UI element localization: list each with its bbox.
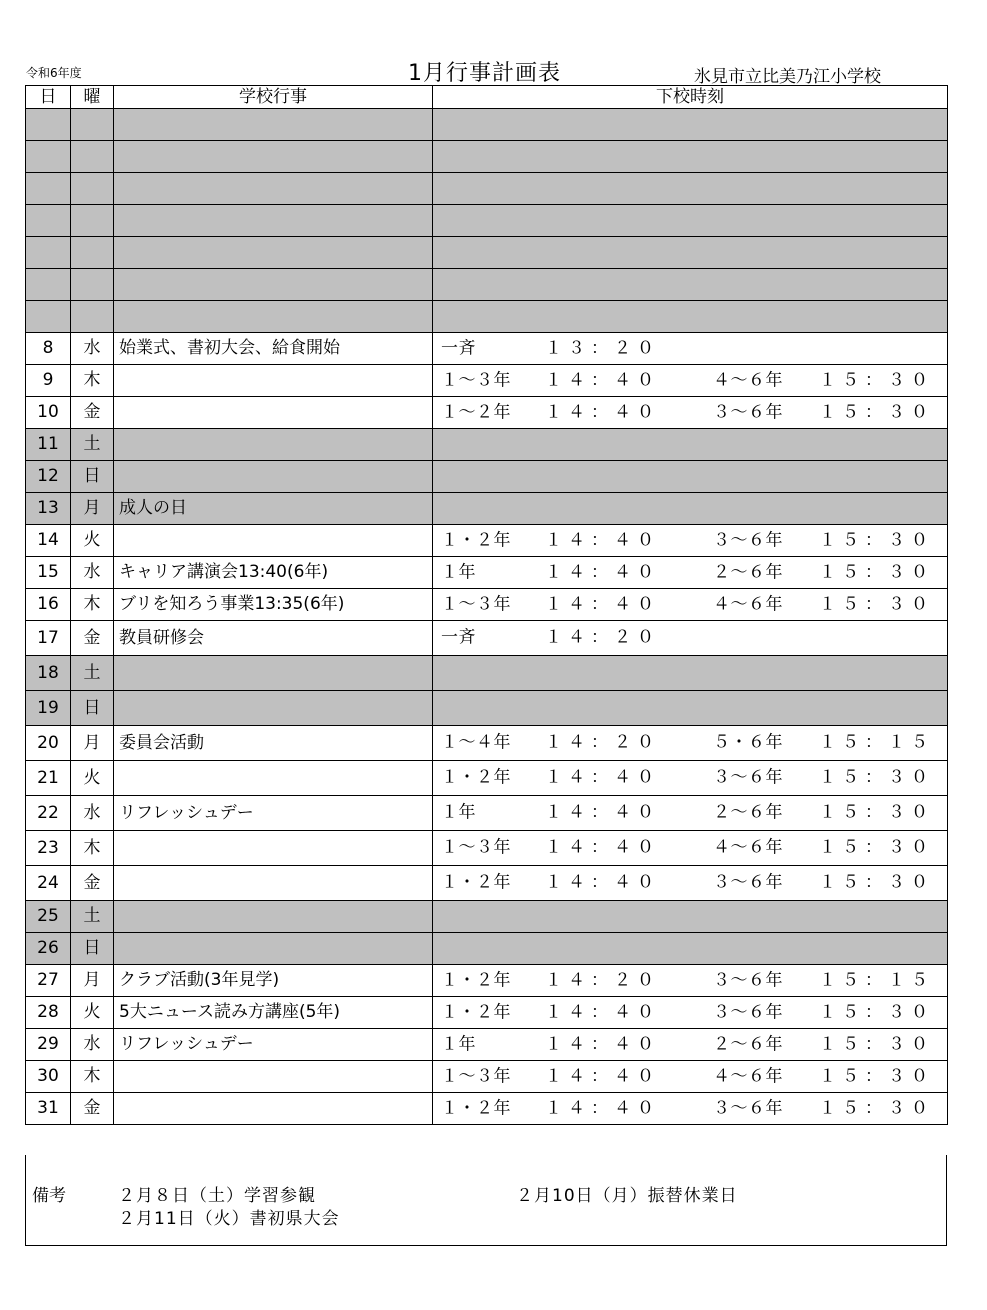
dismissal-group-1: １・２年 — [441, 970, 511, 990]
dismissal-time-1: １４：２０ — [545, 732, 660, 753]
weekday-cell: 月 — [71, 726, 114, 761]
event-cell: 教員研修会 — [114, 621, 433, 656]
notes-section — [25, 1155, 947, 1246]
dismissal-group-1: １～３年 — [441, 837, 511, 858]
weekday-cell: 木 — [71, 831, 114, 866]
table-row — [26, 965, 948, 997]
event-cell — [114, 301, 433, 333]
weekday-cell — [71, 173, 114, 205]
table-row — [26, 461, 948, 493]
day-cell: 15 — [26, 557, 71, 589]
dismissal-time-1: １４：４０ — [545, 1098, 660, 1118]
table-row — [26, 397, 948, 429]
event-cell: ブリを知ろう事業13:35(6年) — [114, 589, 433, 621]
dismissal-time-1: １４：４０ — [545, 802, 660, 823]
dismissal-cell — [433, 589, 948, 621]
dismissal-cell — [433, 173, 948, 205]
day-cell: 23 — [26, 831, 71, 866]
dismissal-cell — [433, 901, 948, 933]
dismissal-time-1: １４：４０ — [545, 1034, 660, 1054]
dismissal-group-1: １・２年 — [441, 1002, 511, 1022]
col-header-events: 学校行事 — [114, 86, 433, 109]
day-cell: 13 — [26, 493, 71, 525]
dismissal-time-2: １５：３０ — [819, 1002, 934, 1022]
dismissal-cell — [433, 1093, 948, 1125]
table-row — [26, 301, 948, 333]
dismissal-time-1: １４：４０ — [545, 767, 660, 788]
event-cell: 委員会活動 — [114, 726, 433, 761]
table-row — [26, 1093, 948, 1125]
table-row — [26, 933, 948, 965]
dismissal-cell — [433, 333, 948, 365]
event-cell: 成人の日 — [114, 493, 433, 525]
event-cell — [114, 429, 433, 461]
dismissal-time-1: １３：２０ — [545, 338, 660, 358]
dismissal-cell — [433, 429, 948, 461]
table-row — [26, 173, 948, 205]
weekday-cell: 金 — [71, 621, 114, 656]
dismissal-time-2: １５：１５ — [819, 970, 934, 990]
note-item: ２月８日（土）学習参観 — [118, 1186, 316, 1206]
dismissal-time-2: １５：３０ — [819, 837, 934, 858]
table-row — [26, 493, 948, 525]
weekday-cell: 水 — [71, 557, 114, 589]
day-cell: 19 — [26, 691, 71, 726]
dismissal-time-1: １４：４０ — [545, 594, 660, 614]
table-row — [26, 237, 948, 269]
school-name: 氷見市立比美乃江小学校 — [694, 67, 881, 87]
dismissal-group-2: ５・６年 — [713, 732, 783, 753]
event-cell — [114, 525, 433, 557]
dismissal-time-2: １５：３０ — [819, 1066, 934, 1086]
dismissal-group-1: １～３年 — [441, 1066, 511, 1086]
weekday-cell: 日 — [71, 933, 114, 965]
dismissal-group-2: ３～６年 — [713, 530, 783, 550]
weekday-cell: 日 — [71, 461, 114, 493]
day-cell — [26, 269, 71, 301]
dismissal-time-2: １５：３０ — [819, 1098, 934, 1118]
day-cell: 21 — [26, 761, 71, 796]
table-row — [26, 1061, 948, 1093]
day-cell: 10 — [26, 397, 71, 429]
dismissal-group-2: ３～６年 — [713, 872, 783, 893]
day-cell: 14 — [26, 525, 71, 557]
weekday-cell: 月 — [71, 493, 114, 525]
col-header-weekday: 曜 — [71, 86, 114, 109]
dismissal-cell — [433, 493, 948, 525]
event-cell — [114, 1061, 433, 1093]
dismissal-time-2: １５：３０ — [819, 767, 934, 788]
dismissal-cell — [433, 525, 948, 557]
dismissal-group-1: １年 — [441, 1034, 476, 1054]
dismissal-time-2: １５：３０ — [819, 1034, 934, 1054]
day-cell: 8 — [26, 333, 71, 365]
weekday-cell: 水 — [71, 333, 114, 365]
day-cell — [26, 205, 71, 237]
day-cell: 17 — [26, 621, 71, 656]
event-cell: 5大ニュース読み方講座(5年) — [114, 997, 433, 1029]
table-row — [26, 429, 948, 461]
dismissal-time-1: １４：４０ — [545, 1066, 660, 1086]
table-row — [26, 621, 948, 656]
dismissal-cell — [433, 1029, 948, 1061]
dismissal-time-1: １４：４０ — [545, 1002, 660, 1022]
day-cell — [26, 301, 71, 333]
weekday-cell: 日 — [71, 691, 114, 726]
dismissal-cell — [433, 726, 948, 761]
dismissal-group-1: １～２年 — [441, 402, 511, 422]
dismissal-cell — [433, 965, 948, 997]
day-cell: 24 — [26, 866, 71, 901]
notes-label: 備考 — [32, 1186, 66, 1206]
day-cell: 11 — [26, 429, 71, 461]
event-cell — [114, 365, 433, 397]
schedule-table — [25, 85, 948, 1125]
dismissal-time-2: １５：３０ — [819, 370, 934, 390]
day-cell: 18 — [26, 656, 71, 691]
event-cell — [114, 397, 433, 429]
dismissal-cell — [433, 397, 948, 429]
dismissal-time-1: １４：４０ — [545, 530, 660, 550]
table-row — [26, 365, 948, 397]
page-title: 1月行事計画表 — [408, 61, 561, 86]
weekday-cell: 火 — [71, 997, 114, 1029]
dismissal-group-2: ２～６年 — [713, 562, 783, 582]
weekday-cell: 金 — [71, 397, 114, 429]
col-header-dismissal: 下校時刻 — [433, 86, 948, 109]
dismissal-cell — [433, 557, 948, 589]
dismissal-group-1: １年 — [441, 562, 476, 582]
dismissal-time-1: １４：４０ — [545, 837, 660, 858]
event-cell: キャリア講演会13:40(6年) — [114, 557, 433, 589]
event-cell: リフレッシュデー — [114, 1029, 433, 1061]
table-row — [26, 997, 948, 1029]
dismissal-group-2: ４～６年 — [713, 594, 783, 614]
day-cell: 22 — [26, 796, 71, 831]
event-cell — [114, 691, 433, 726]
weekday-cell — [71, 237, 114, 269]
dismissal-group-2: ３～６年 — [713, 1002, 783, 1022]
table-row — [26, 557, 948, 589]
weekday-cell: 水 — [71, 796, 114, 831]
day-cell: 28 — [26, 997, 71, 1029]
dismissal-time-1: １４：４０ — [545, 872, 660, 893]
col-header-day: 日 — [26, 86, 71, 109]
table-row — [26, 205, 948, 237]
dismissal-cell — [433, 237, 948, 269]
note-item: ２月11日（火）書初県大会 — [118, 1209, 340, 1229]
dismissal-cell — [433, 656, 948, 691]
day-cell — [26, 173, 71, 205]
table-row — [26, 691, 948, 726]
weekday-cell: 木 — [71, 365, 114, 397]
dismissal-time-1: １４：２０ — [545, 627, 660, 648]
event-cell — [114, 109, 433, 141]
event-cell — [114, 141, 433, 173]
dismissal-time-2: １５：３０ — [819, 594, 934, 614]
dismissal-time-2: １５：３０ — [819, 402, 934, 422]
weekday-cell — [71, 205, 114, 237]
dismissal-cell — [433, 301, 948, 333]
event-cell: 始業式、書初大会、給食開始 — [114, 333, 433, 365]
day-cell: 16 — [26, 589, 71, 621]
dismissal-group-1: 一斉 — [441, 338, 476, 358]
table-row — [26, 333, 948, 365]
weekday-cell: 火 — [71, 525, 114, 557]
table-row — [26, 109, 948, 141]
dismissal-group-1: １・２年 — [441, 767, 511, 788]
table-row — [26, 141, 948, 173]
dismissal-cell — [433, 141, 948, 173]
day-cell: 20 — [26, 726, 71, 761]
weekday-cell: 火 — [71, 761, 114, 796]
table-row — [26, 901, 948, 933]
dismissal-cell — [433, 796, 948, 831]
dismissal-cell — [433, 365, 948, 397]
event-cell — [114, 173, 433, 205]
day-cell — [26, 141, 71, 173]
weekday-cell: 土 — [71, 656, 114, 691]
event-cell — [114, 461, 433, 493]
dismissal-cell — [433, 461, 948, 493]
dismissal-group-2: ４～６年 — [713, 1066, 783, 1086]
table-row — [26, 1029, 948, 1061]
day-cell: 12 — [26, 461, 71, 493]
day-cell: 26 — [26, 933, 71, 965]
table-row — [26, 866, 948, 901]
weekday-cell: 月 — [71, 965, 114, 997]
weekday-cell: 土 — [71, 429, 114, 461]
dismissal-cell — [433, 621, 948, 656]
dismissal-group-1: １～３年 — [441, 594, 511, 614]
event-cell — [114, 205, 433, 237]
dismissal-time-2: １５：３０ — [819, 562, 934, 582]
dismissal-group-1: １・２年 — [441, 872, 511, 893]
dismissal-group-2: ２～６年 — [713, 802, 783, 823]
dismissal-cell — [433, 691, 948, 726]
day-cell: 25 — [26, 901, 71, 933]
dismissal-group-2: ３～６年 — [713, 402, 783, 422]
event-cell: リフレッシュデー — [114, 796, 433, 831]
event-cell — [114, 901, 433, 933]
dismissal-cell — [433, 933, 948, 965]
day-cell — [26, 109, 71, 141]
dismissal-time-2: １５：１５ — [819, 732, 934, 753]
dismissal-cell — [433, 761, 948, 796]
event-cell: クラブ活動(3年見学) — [114, 965, 433, 997]
dismissal-group-1: １・２年 — [441, 1098, 511, 1118]
event-cell — [114, 237, 433, 269]
dismissal-group-2: ３～６年 — [713, 970, 783, 990]
dismissal-group-2: ３～６年 — [713, 767, 783, 788]
day-cell: 30 — [26, 1061, 71, 1093]
dismissal-group-1: 一斉 — [441, 627, 476, 648]
note-item: ２月10日（月）振替休業日 — [516, 1186, 738, 1206]
dismissal-group-1: １～４年 — [441, 732, 511, 753]
dismissal-cell — [433, 866, 948, 901]
weekday-cell: 水 — [71, 1029, 114, 1061]
fiscal-year-label: 令和6年度 — [26, 66, 82, 80]
dismissal-group-1: １・２年 — [441, 530, 511, 550]
dismissal-cell — [433, 109, 948, 141]
event-cell — [114, 656, 433, 691]
dismissal-time-1: １４：４０ — [545, 370, 660, 390]
event-cell — [114, 1093, 433, 1125]
day-cell: 27 — [26, 965, 71, 997]
event-cell — [114, 269, 433, 301]
dismissal-time-2: １５：３０ — [819, 872, 934, 893]
dismissal-cell — [433, 831, 948, 866]
dismissal-group-2: ２～６年 — [713, 1034, 783, 1054]
weekday-cell: 木 — [71, 1061, 114, 1093]
event-cell — [114, 831, 433, 866]
dismissal-time-2: １５：３０ — [819, 802, 934, 823]
dismissal-time-1: １４：４０ — [545, 402, 660, 422]
dismissal-group-2: ３～６年 — [713, 1098, 783, 1118]
day-cell: 31 — [26, 1093, 71, 1125]
table-row — [26, 831, 948, 866]
dismissal-cell — [433, 205, 948, 237]
day-cell — [26, 237, 71, 269]
weekday-cell: 木 — [71, 589, 114, 621]
table-row — [26, 726, 948, 761]
table-row — [26, 656, 948, 691]
day-cell: 9 — [26, 365, 71, 397]
weekday-cell — [71, 109, 114, 141]
event-cell — [114, 761, 433, 796]
dismissal-group-2: ４～６年 — [713, 370, 783, 390]
dismissal-group-2: ４～６年 — [713, 837, 783, 858]
weekday-cell: 金 — [71, 1093, 114, 1125]
table-row — [26, 525, 948, 557]
table-header-row — [26, 86, 948, 109]
dismissal-time-1: １４：４０ — [545, 562, 660, 582]
weekday-cell: 土 — [71, 901, 114, 933]
dismissal-group-1: １～３年 — [441, 370, 511, 390]
table-row — [26, 589, 948, 621]
weekday-cell — [71, 269, 114, 301]
weekday-cell — [71, 301, 114, 333]
table-row — [26, 269, 948, 301]
table-row — [26, 761, 948, 796]
event-cell — [114, 933, 433, 965]
dismissal-cell — [433, 1061, 948, 1093]
weekday-cell: 金 — [71, 866, 114, 901]
weekday-cell — [71, 141, 114, 173]
event-cell — [114, 866, 433, 901]
dismissal-time-1: １４：２０ — [545, 970, 660, 990]
dismissal-time-2: １５：３０ — [819, 530, 934, 550]
table-row — [26, 796, 948, 831]
dismissal-cell — [433, 997, 948, 1029]
dismissal-group-1: １年 — [441, 802, 476, 823]
dismissal-cell — [433, 269, 948, 301]
day-cell: 29 — [26, 1029, 71, 1061]
